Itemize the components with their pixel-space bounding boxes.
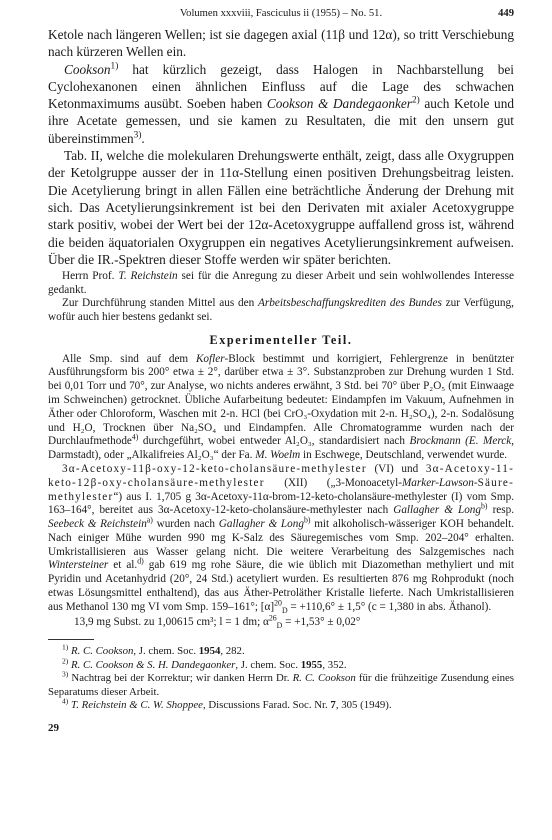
- footnote-mark: 1): [62, 642, 69, 652]
- ack-2: [48, 297, 514, 324]
- t: = +1,53° ± 0,02°: [282, 615, 361, 628]
- footnote-year: 1954: [198, 645, 221, 658]
- t: 20: [274, 598, 282, 608]
- footnote-rest: , 282.: [220, 645, 245, 658]
- t: -: [473, 476, 478, 489]
- paragraph-2-text-2: auch Ketole und ihre Acetate gemessen, und sie kamen zu Resultaten, die mit den unsern gut übereinstimmen: [48, 96, 514, 146]
- paragraph-2-end: .: [141, 130, 145, 146]
- t: D: [281, 606, 288, 616]
- footnote-text: , J. chem. Soc.: [235, 658, 301, 671]
- t: gab 619 mg rohe Säure, die wie üblich mit Diazomethan methyliert und mit Pyridin und Acetanhydrid (20°, 24 Std.) acetyliert wurden. Es resultierten 876 mg Rohprodukt (noch etwas Lösungsmittel enthaltend), das aus Äther-Petroläther Kristalle lieferte. Nach Umkristallisieren aus Methanol 130 mg VI vom Smp. 159–161°; [α]: [48, 559, 514, 613]
- ack-2-pre: Zur Durchführung standen Mittel aus den: [62, 297, 258, 310]
- section-heading: Experimenteller Teil.: [209, 332, 353, 347]
- t: Alle Smp. sind auf dem: [62, 352, 196, 365]
- signature-mark: 29: [48, 721, 59, 734]
- footnote-rest: , 305 (1949).: [335, 699, 392, 712]
- footnote-author: T. Reichstein & C. W. Shoppee: [71, 699, 203, 712]
- author-names: Cookson & Dandegaonker: [266, 96, 412, 112]
- footnote-4: [48, 696, 514, 712]
- footnote-ref: 4): [131, 432, 139, 442]
- footnote-2: [48, 656, 514, 672]
- t: D: [276, 620, 283, 630]
- paragraph-3: Tab. II, welche die molekularen Drehungswerte enthält, zeigt, dass alle Oxygruppen der Ketolgruppe ausser der in 11α-Stellung einen positiven Drehungsbeitrag leisten. Die Acetylierung bringt in allen Fällen eine beträchtliche Änderung der Drehung mit sich. Das Acetylierungsinkrement ist bei den Derivaten mit axialer Acetoxygruppe stark positiv, wobei der Wert bei der 12α-Acetoxygruppe auffallend gross ist, während die beiden äquatorialen Oxygruppen ein negatives Acetylierungsinkrement aufweisen. Über die IR.-Spektren dieser Stoffe werden wir später berichten.: [48, 148, 514, 267]
- footnote-author: R. C. Cookson: [71, 645, 134, 658]
- footnote-ref: 3): [133, 130, 142, 141]
- footnote-ref: d): [137, 556, 144, 566]
- t: = +110,6° ± 1,5° (c = 1,380 in abs. Äthanol).: [287, 600, 492, 613]
- footnote-mark: 4): [62, 696, 69, 706]
- t: M. Woelm: [255, 449, 301, 462]
- t: wurden nach: [152, 518, 219, 531]
- t: Säure-methylester: [48, 476, 514, 503]
- ack-1-pre: Herrn Prof.: [62, 270, 119, 283]
- footnote-author: R. C. Cookson: [292, 672, 356, 685]
- ack-1: [48, 270, 514, 297]
- ack-2-italic: Arbeitsbeschaffungskrediten des Bundes: [257, 297, 442, 310]
- footnote-ref: b): [303, 515, 311, 525]
- t: Kofler: [195, 352, 225, 365]
- t: (VI) und: [366, 462, 426, 475]
- t: “) aus I. 1,705 g 3α-Acetoxy-11α-brom-12-keto-cholansäure-methylester (I) vom Smp. 163–164°, bereitet aus 3α-Acetoxy-12-keto-cholansäure-methylester nach: [48, 490, 514, 517]
- compound-name: 3α-Acetoxy-11β-oxy-12-keto-cholansäure-methylester: [62, 462, 367, 475]
- t: Seebeck & Reichstein: [48, 518, 147, 531]
- footnote-3: [48, 669, 514, 699]
- t: Gallagher & Long: [393, 504, 481, 517]
- t: 26: [268, 612, 277, 622]
- footnote-text: , J. chem. Soc.: [133, 645, 199, 658]
- footnote-author: R. C. Cookson & S. H. Dandegaonker: [71, 658, 236, 671]
- footnote-ref: 2): [411, 95, 420, 106]
- paragraph-2: [48, 61, 514, 147]
- compound-name: 3α-Acetoxy-11-keto-12β-oxy-cholansäure-methylester: [48, 462, 514, 489]
- running-header: [48, 8, 514, 26]
- t: Brockmann (E. Merck: [409, 435, 512, 448]
- footnote-mark: 3): [62, 669, 69, 679]
- paragraph-2-text: hat kürzlich gezeigt, dass Halogen in Nachbarstellung bei Cyclohexanonen einen ähnlichen Einfluss auf die Lage des schwachen Ketonmaximums ausübt. Soeben haben: [48, 61, 514, 112]
- ack-1-post: sei für die Anregung zu dieser Arbeit und sein wohlwollendes Interesse gedankt.: [48, 270, 515, 296]
- t: (XII) („3-Monoacetyl-: [264, 476, 402, 489]
- t: durchgeführt, wobei entweder Al₂O₃, standardisiert nach: [138, 435, 410, 448]
- t: mit alkoholisch-wässeriger KOH behandelt. Nach einiger Mühe wurden 990 mg K-Salz des Säuregemisches vom Smp. 202–204° erhalten. Umkristallisieren aus Wasser gelang nicht. Die weitere Verarbeitung des Salzgemisches nach: [48, 518, 514, 558]
- exp-paragraph-2: [48, 463, 514, 615]
- footnote-rest: , 352.: [322, 658, 347, 671]
- footnote-text: Nachtrag bei der Korrektur; wir danken Herrn Dr.: [68, 672, 293, 685]
- t: -Block bestimmt und korrigiert, Fehlergrenze in benützter Ausführungsform bis 200° etwa ± 2°, darüber etwa ± 3°. Substanzproben zur Drehung wurden 1 Std. bei 0,01 Torr und 70°, zur Analyse, wo nichts anderes erwähnt, 3 Std. bei 70° über P₂O₅ (mit Einwaage im Schweinchen) getrocknet. Übliche Aufarbeitung bedeutet: Eindampfen im Vakuum, Aufnehmen in Äther oder Chloroform, Waschen mit 2-n. HCl (bei CrO₃-Oxydation mit 2-n. H₂SO₄), 2-n. Sodalösung und H₂O, Trocknen über Na₂SO₄ und Eindampfen. Alle Chromatogramme wurden nach der Durchlaufmethode: [48, 352, 514, 448]
- t: 13,9 mg Subst. zu 1,00615 cm³; l = 1 dm; α: [74, 615, 269, 628]
- main-text: [48, 26, 514, 268]
- footnote-divider: [48, 639, 94, 640]
- footnote-text: für die frühzeitige Zusendung eines Separatums dieser Arbeit.: [48, 672, 514, 698]
- ack-1-name: T. Reichstein: [118, 270, 178, 283]
- footnote-ref: b): [481, 501, 488, 511]
- footnote-ref: a): [146, 515, 153, 525]
- author-name: Cookson: [64, 61, 111, 77]
- experimental-section: [48, 353, 514, 630]
- page-number: 449: [498, 8, 514, 19]
- t: Wintersteiner: [48, 559, 109, 572]
- footnotes: [48, 642, 514, 712]
- ack-2-post: zur Verfügung, wofür auch hier bestens gedankt sei.: [48, 297, 514, 323]
- t: resp.: [487, 504, 515, 517]
- acknowledgements: [48, 270, 514, 324]
- t: , Darmstadt), oder „Alkalifreies Al₂O₃“ der Fa.: [48, 435, 514, 462]
- exp-paragraph-1: [48, 353, 514, 463]
- footnote-1: [48, 642, 514, 658]
- t: et al.: [108, 559, 138, 572]
- journal-page: [48, 8, 514, 828]
- paragraph-1: Ketole nach längeren Wellen; ist sie dagegen axial (11β und 12α), so tritt Verschiebung nach kürzeren Wellen ein.: [48, 27, 514, 60]
- footnote-year: 1955: [300, 658, 323, 671]
- footnote-year: 7: [330, 699, 336, 712]
- t: Gallagher & Long: [218, 518, 304, 531]
- measurement-line: [48, 612, 514, 630]
- running-title: Volumen xxxviii, Fasciculus ii (1955) – No. 51.: [179, 8, 383, 19]
- footnote-mark: 2): [62, 656, 69, 666]
- t: in Eschwege, Deutschland, verwendet wurde.: [300, 449, 508, 462]
- footnote-text: , Discussions Farad. Soc. Nr.: [202, 699, 331, 712]
- footnote-ref: 1): [110, 61, 119, 72]
- t: Marker-Lawson: [401, 476, 474, 489]
